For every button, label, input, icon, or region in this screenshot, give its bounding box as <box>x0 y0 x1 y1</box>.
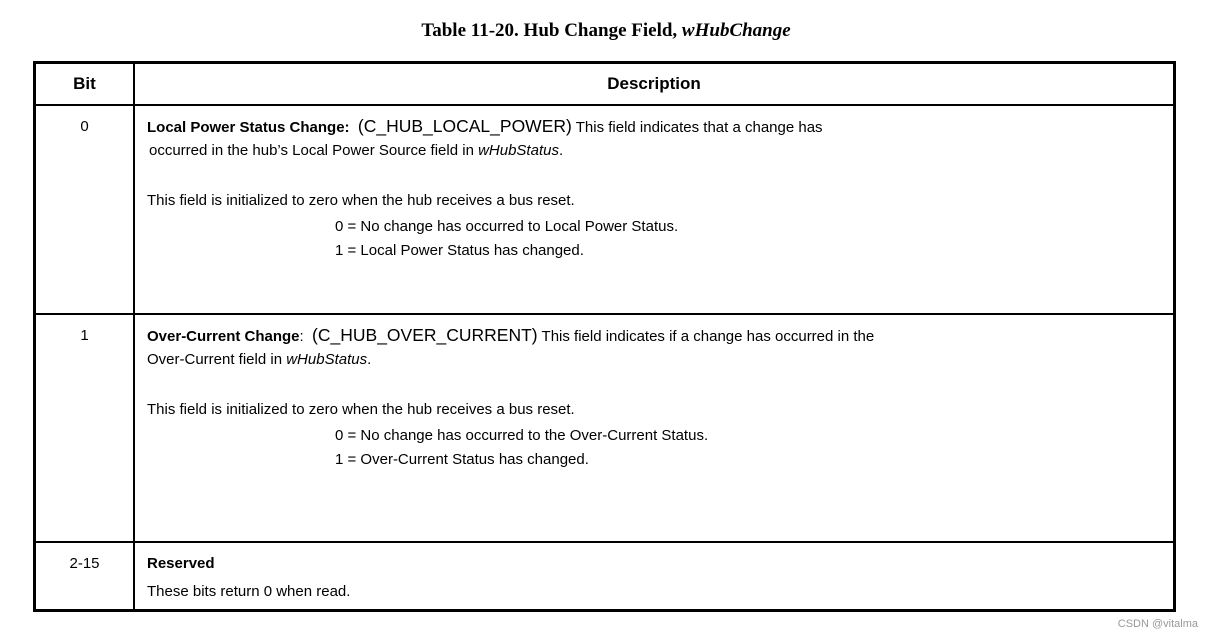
table-row <box>36 104 1173 313</box>
table-row <box>36 313 1173 541</box>
hub-change-table <box>33 61 1176 612</box>
desc-text: Over-Current field in <box>147 351 287 368</box>
bit-cell: 1 <box>36 315 135 541</box>
header-description: Description <box>607 74 701 93</box>
desc-italic: wHubStatus <box>478 142 559 159</box>
desc-text: This field indicates if a change has occurred in the <box>537 328 875 345</box>
desc-text: . <box>558 142 564 159</box>
desc-line <box>147 351 371 368</box>
field-name: Reserved <box>147 555 215 572</box>
title-text: Table 11-20. Hub Change Field, <box>421 20 682 41</box>
header-bit: Bit <box>36 64 135 106</box>
description-cell <box>135 106 1173 313</box>
field-name: Over-Current Change <box>147 328 300 345</box>
desc-text: . <box>367 351 372 368</box>
desc-text: : <box>299 328 304 345</box>
init-text: This field is initialized to zero when the hub receives a bus reset. <box>147 192 575 209</box>
desc-italic: wHubStatus <box>286 351 368 368</box>
table-title <box>0 20 1212 42</box>
description-cell <box>135 315 1173 541</box>
desc-line <box>149 142 563 159</box>
init-text: This field is initialized to zero when the hub receives a bus reset. <box>147 401 575 418</box>
desc-line <box>147 116 823 137</box>
desc-text: These bits return 0 when read. <box>147 583 351 600</box>
desc-line <box>147 325 874 346</box>
field-code: (C_HUB_OVER_CURRENT) <box>312 325 538 345</box>
description-cell <box>135 543 1173 609</box>
value-1: 1 = Local Power Status has changed. <box>335 242 584 259</box>
table-row <box>36 541 1173 609</box>
value-0: 0 = No change has occurred to the Over-Current Status. <box>335 427 709 444</box>
desc-text: occurred in the hub’s Local Power Source field in <box>149 142 479 159</box>
header-row <box>36 64 1173 106</box>
bit-cell: 0 <box>36 106 135 313</box>
value-1: 1 = Over-Current Status has changed. <box>335 451 589 468</box>
title-field: wHubChange <box>681 20 791 41</box>
desc-text: This field indicates that a change has <box>571 119 823 136</box>
field-name: Local Power Status Change: <box>147 119 350 136</box>
field-code: (C_HUB_LOCAL_POWER) <box>357 116 572 136</box>
watermark: CSDN @vitalma <box>1117 618 1198 630</box>
bit-cell: 2-15 <box>36 543 135 609</box>
value-0: 0 = No change has occurred to Local Power Status. <box>335 218 679 235</box>
